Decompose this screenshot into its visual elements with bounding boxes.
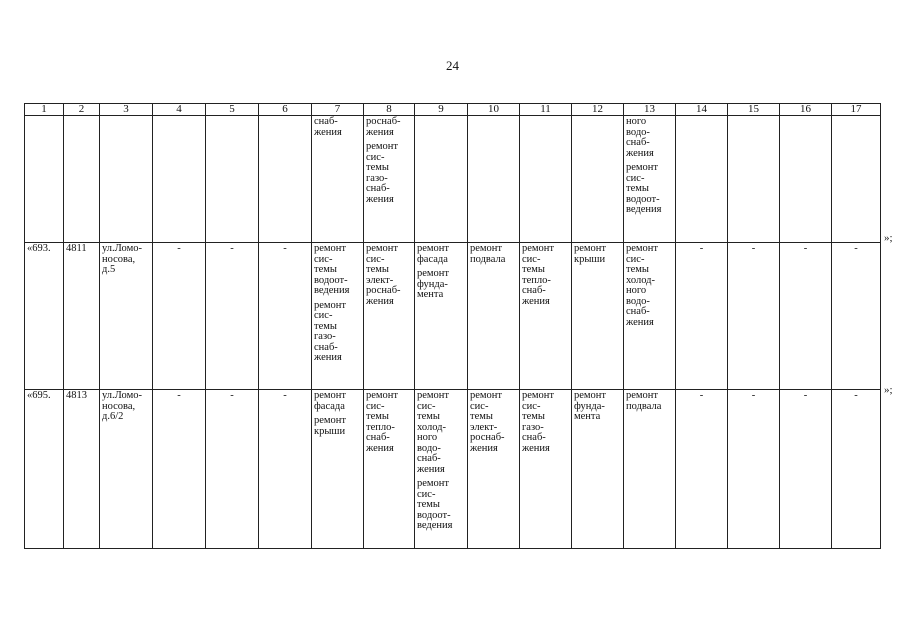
cell-text: ремонт сис- темы водоот- ведения [417,478,453,531]
header-cell: 11 [520,104,572,116]
header-cell: 13 [624,104,676,116]
header-cell: 15 [728,104,780,116]
cell-text: ремонт сис- темы газо- снаб- жения [522,390,555,454]
table-cell [100,390,153,549]
cell-text: ремонт сис- темы водоот- ведения [314,243,350,296]
table-cell [728,243,780,390]
header-cell: 4 [153,104,206,116]
table-cell [364,116,415,243]
cell-text: ремонт подвала [470,243,506,265]
cell-text: 4811 [66,243,87,254]
header-cell: 12 [572,104,624,116]
header-cell: 3 [100,104,153,116]
table-cell [468,243,520,390]
header-cell: 8 [364,104,415,116]
table-cell [415,116,468,243]
table-cell [259,243,312,390]
table-cell [832,116,881,243]
cell-text: ремонт сис- темы газо- снаб- жения [366,141,399,205]
page-number: 24 [446,58,459,73]
cell-text: ремонт сис- темы газо- снаб- жения [314,299,347,363]
cell-text: ремонт фасада [417,243,450,265]
table-cell [676,243,728,390]
table-cell [676,116,728,243]
cell-text: ремонт подвала [626,390,662,412]
table-cell [259,390,312,549]
cell-text: 4813 [66,390,87,401]
table-cell [312,243,364,390]
table-row [25,243,881,390]
cell-text: - [283,390,287,401]
header-cell: 7 [312,104,364,116]
table-row [25,390,881,549]
cell-text: - [751,390,756,401]
cell-text: ул.Ломо- носова, д.5 [102,243,142,275]
table-cell [259,116,312,243]
table-cell [780,116,832,243]
cell-text: ремонт сис- темы тепло- снаб- жения [522,243,555,307]
table-cell [624,243,676,390]
table-cell [468,116,520,243]
table-cell [206,390,259,549]
cell-text: ремонт фунда- мента [417,268,450,300]
cell-text: - [699,390,704,401]
table-cell [520,390,572,549]
table-cell [25,116,64,243]
table-cell [415,390,468,549]
table-cell [206,243,259,390]
table-cell [624,116,676,243]
header-cell: 1 [25,104,64,116]
cell-text: ремонт сис- темы холод- ного водо- снаб- жения [626,243,659,328]
cell-text: - [230,243,234,254]
column-number-header [25,104,881,116]
repair-schedule-table [24,103,881,549]
cell-text: ремонт сис- темы элект- роснаб- жения [366,243,401,307]
table-cell [100,243,153,390]
table-cell [153,243,206,390]
header-cell: 6 [259,104,312,116]
table-row [25,116,881,243]
header-cell: 14 [676,104,728,116]
table-cell [64,116,100,243]
header-cell: 10 [468,104,520,116]
cell-text: «695. [27,390,51,401]
table-cell [25,243,64,390]
cell-text: ремонт сис- темы тепло- снаб- жения [366,390,399,454]
table-cell [572,390,624,549]
cell-text: - [803,390,808,401]
cell-text: ремонт сис- темы элект- роснаб- жения [470,390,505,454]
cell-text: - [803,243,808,254]
table-cell [312,116,364,243]
cell-text: ного водо- снаб- жения [626,116,654,159]
table-cell [832,390,881,549]
row-end-mark: »; [884,384,893,396]
table-cell [624,390,676,549]
cell-text: ремонт крыши [574,243,607,265]
table-cell [572,243,624,390]
table-cell [520,116,572,243]
table-cell [415,243,468,390]
cell-text: - [177,243,181,254]
table-cell [468,390,520,549]
cell-text: ремонт крыши [314,415,347,437]
table-cell [780,243,832,390]
table-cell [206,116,259,243]
table-cell [64,390,100,549]
cell-text: ремонт фунда- мента [574,390,607,422]
cell-text: - [854,390,858,401]
cell-text: ул.Ломо- носова, д.6/2 [102,390,142,422]
table-cell [520,243,572,390]
cell-text: - [283,243,287,254]
header-cell: 2 [64,104,100,116]
table-cell [728,390,780,549]
cell-text: ремонт сис- темы холод- ного водо- снаб- жения [417,390,450,475]
cell-text: - [177,390,181,401]
table-cell [100,116,153,243]
cell-text: - [751,243,756,254]
table-cell [364,390,415,549]
header-cell: 17 [832,104,881,116]
header-cell: 5 [206,104,259,116]
cell-text: ремонт фасада [314,390,347,412]
cell-text: - [854,243,858,254]
cell-text: снаб- жения [314,116,342,138]
table-cell [780,390,832,549]
row-end-mark: »; [884,232,893,244]
table-cell [364,243,415,390]
cell-text: роснаб- жения [366,116,401,138]
cell-text: - [230,390,234,401]
table-cell [832,243,881,390]
cell-text: ремонт сис- темы водоот- ведения [626,162,662,215]
table-cell [312,390,364,549]
header-cell: 16 [780,104,832,116]
cell-text: - [699,243,704,254]
table-cell [728,116,780,243]
table-cell [572,116,624,243]
header-cell: 9 [415,104,468,116]
table-cell [64,243,100,390]
table-cell [25,390,64,549]
table-cell [153,116,206,243]
table-cell [153,390,206,549]
cell-text: «693. [27,243,51,254]
table-cell [676,390,728,549]
